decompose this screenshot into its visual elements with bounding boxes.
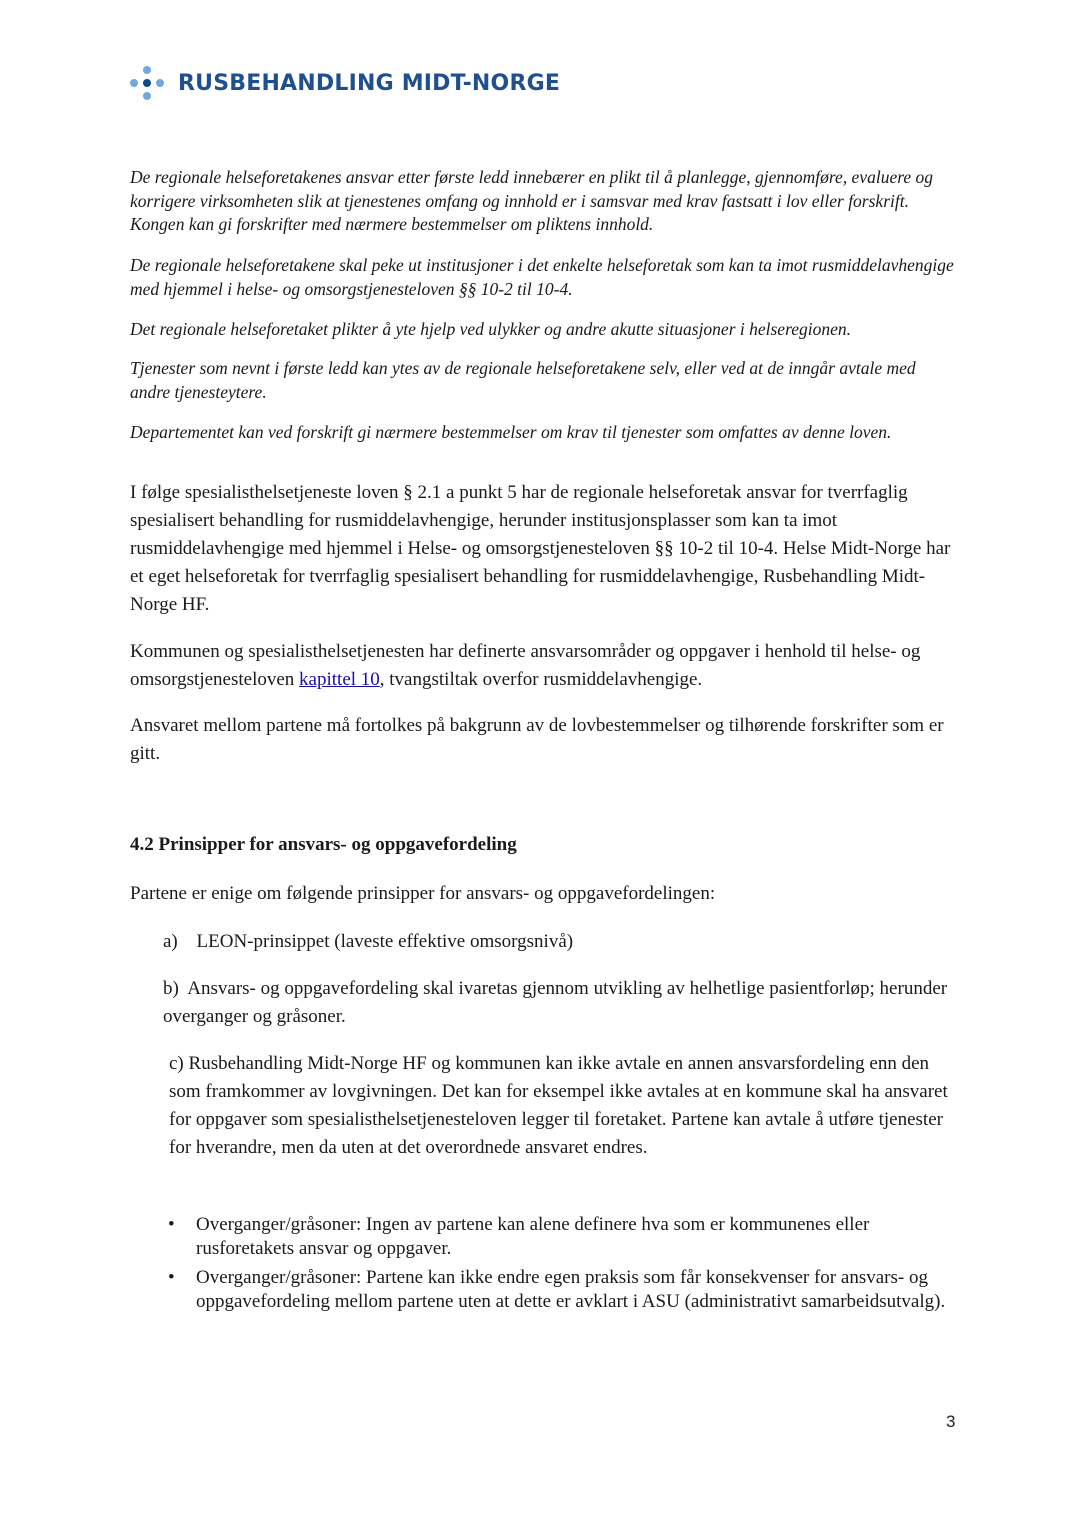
section-intro: Partene er enige om følgende prinsipper for ansvars- og oppgavefordelingen: xyxy=(130,883,716,904)
header-logo xyxy=(128,64,560,102)
quote-paragraph: Departementet kan ved forskrift gi nærmere bestemmelser om krav til tjenester som omfattes av denne loven. xyxy=(130,422,892,442)
list-marker: b) xyxy=(163,978,179,999)
list-item-b xyxy=(163,975,963,1031)
list-text: LEON-prinsippet (laveste effektive omsorgsnivå) xyxy=(196,931,574,952)
list-item-a xyxy=(163,928,963,956)
quote-paragraph: De regionale helseforetakene skal peke ut institusjoner i det enkelte helseforetak som kan ta imot rusmiddelavhengige med hjemmel i helse- og omsorgstjenesteloven §§ 10-2 til 10-4. xyxy=(130,255,954,299)
kapittel-10-link[interactable]: kapittel 10 xyxy=(299,669,380,690)
list-text: Rusbehandling Midt-Norge HF og kommunen kan ikke avtale en annen ansvarsfordeling enn den som framkommer av lovgivningen. Det kan for eksempel ikke avtales at en kommune skal ha ansvaret for oppgaver som spesialisthelsetjenesteloven legger til foretaket. Partene kan avtale å utføre tjenester for hverandre, men da uten at det overordnede ansvaret endres. xyxy=(169,1053,948,1158)
bullet-text: Overganger/gråsoner: Partene kan ikke endre egen praksis som får konsekvenser for ansvars- og oppgavefordeling mellom partene uten at dette er avklart i ASU (administrativt samarbeidsutvalg). xyxy=(196,1267,946,1312)
quote-paragraph: Tjenester som nevnt i første ledd kan ytes av de regionale helseforetakene selv, eller ved at de inngår avtale med andre tjenesteytere. xyxy=(130,358,916,402)
list-text: Ansvars- og oppgavefordeling skal ivaretas gjennom utvikling av helhetlige pasientforløp; herunder overganger og gråsoner. xyxy=(163,978,948,1027)
body-paragraph: I følge spesialisthelsetjeneste loven § 2.1 a punkt 5 har de regionale helseforetak ansvar for tverrfaglig spesialisert behandling for rusmiddelavhengige, herunder institusjonsplasser som kan ta imot rusmiddelavhengige med hjemmel i Helse- og omsorgstjenesteloven §§ 10-2 til 10-4. Helse Midt-Norge har et eget helseforetak for tverrfaglig spesialisert behandling for rusmiddelavhengige, Rusbehandling Midt-Norge HF. xyxy=(130,482,951,615)
cross-dots-logo-icon xyxy=(128,64,166,102)
list-marker: a) xyxy=(163,931,178,952)
quote-paragraph: Det regionale helseforetaket plikter å yte hjelp ved ulykker og andre akutte situasjoner i helseregionen. xyxy=(130,319,852,339)
quote-paragraph: De regionale helseforetakenes ansvar etter første ledd innebærer en plikt til å planlegge, gjennomføre, evaluere og korrigere virksomheten slik at tjenestenes omfang og innhold er i samsvar med krav fastsatt i lov eller forskrift. Kongen kan gi forskrifter med nærmere bestemmelser om pliktens innhold. xyxy=(130,167,934,234)
body-paragraph-with-link xyxy=(130,638,960,694)
list-item-c xyxy=(169,1050,959,1162)
body-text: Kommunen og spesialisthelsetjenesten har definerte ansvarsområder og oppgaver i henhold til helse- og omsorgstjenesteloven xyxy=(130,641,921,690)
bullet-icon: • xyxy=(168,1214,175,1235)
list-marker: c) xyxy=(169,1053,184,1074)
logo-text: RUSBEHANDLING MIDT-NORGE xyxy=(178,70,561,96)
page-number: 3 xyxy=(946,1412,956,1431)
bullet-text: Overganger/gråsoner: Ingen av partene kan alene definere hva som er kommunenes eller rusforetakets ansvar og oppgaver. xyxy=(196,1214,870,1259)
section-heading: 4.2 Prinsipper for ansvars- og oppgavefordeling xyxy=(130,834,517,855)
body-paragraph: Ansvaret mellom partene må fortolkes på bakgrunn av de lovbestemmelser og tilhørende forskrifter som er gitt. xyxy=(130,715,944,764)
body-text: , tvangstiltak overfor rusmiddelavhengige. xyxy=(379,669,703,690)
bullet-icon: • xyxy=(168,1267,175,1288)
